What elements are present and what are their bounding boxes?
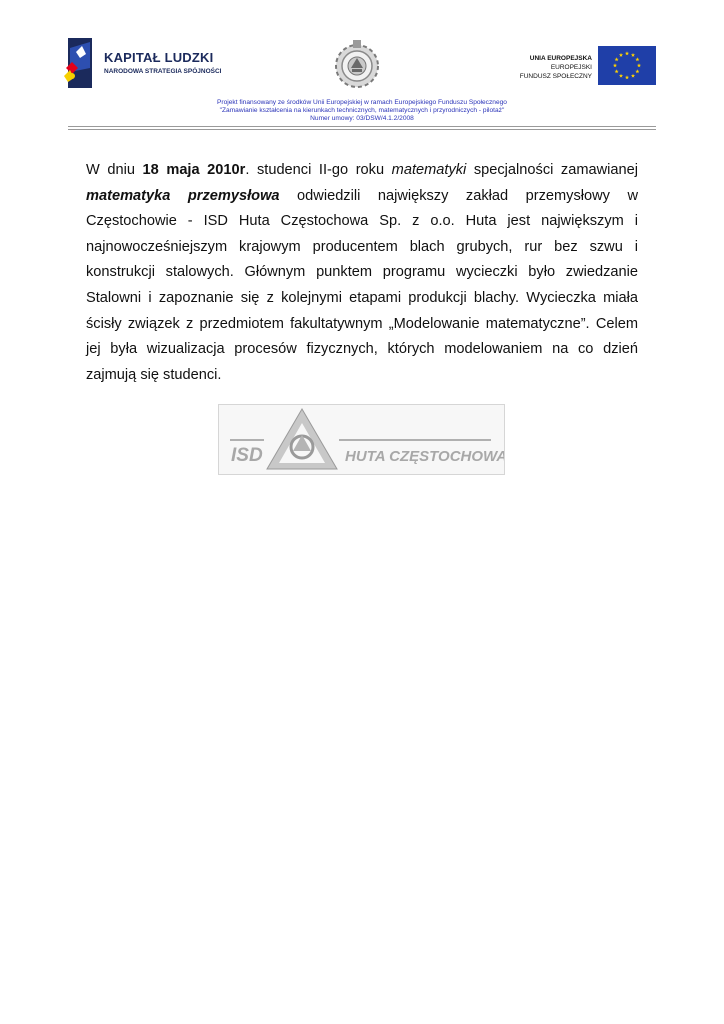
gear-emblem-icon	[332, 38, 382, 92]
kapital-ludzki-title: KAPITAŁ LUDZKI	[104, 50, 214, 65]
field-of-study: matematyki	[391, 162, 467, 178]
text-segment: odwiedzili największy zakład przemysłowy w Częstochowie - ISD Huta Częstochowa Sp. z o.o. Huta jest największym i najnowocześniejszym krajowym producentem blach grubych, rur bez szwu i konstrukcji stalowych. Głównym punktem programu wycieczki było zwiedzanie Stalowni i zapoznanie się z kolejnymi etapami produkcji blachy. Wycieczka miała ścisły związek z przedmiotem fakultatywnym „Modelowanie matematyczne”. Celem jej była wizualizacja procesów fizycznych, których modelowaniem na co dzień zajmują się studenci.	[86, 187, 639, 383]
kapital-ludzki-emblem-icon	[64, 38, 100, 90]
specialty-name: matematyka przemysłowa	[86, 187, 280, 204]
text-segment: specjalności zamawianej	[466, 162, 638, 178]
document-header	[0, 0, 724, 135]
main-text	[86, 158, 638, 388]
visit-date: 18 maja 2010r	[142, 162, 246, 178]
kapital-ludzki-subtitle: NARODOWA STRATEGIA SPÓJNOŚCI	[104, 68, 222, 75]
kapital-ludzki-logo	[64, 38, 234, 92]
eu-text-line2: EUROPEJSKI	[550, 64, 592, 71]
project-info-line1: Projekt finansowany ze środków Unii Europejskiej w ramach Europejskiego Funduszu Społecznego	[217, 99, 507, 106]
project-info-line2: "Zamawianie kształcenia na kierunkach technicznych, matematycznych i przyrodniczych - pilotaż"	[219, 107, 505, 115]
isd-logo-right-text: HUTA CZĘSTOCHOWA	[345, 448, 504, 465]
project-info	[0, 99, 724, 124]
body-paragraph	[86, 158, 638, 388]
isd-huta-logo	[218, 404, 505, 475]
university-logo	[332, 38, 382, 92]
text-segment: . studenci II-go roku	[245, 162, 392, 178]
header-divider	[68, 126, 656, 127]
isd-huta-logo-graphic	[219, 405, 504, 474]
project-info-line3: Numer umowy: 03/DSW/4.1.2/2008	[310, 115, 414, 123]
text-segment: W dniu	[86, 162, 143, 178]
header-divider-secondary	[68, 129, 656, 130]
eu-logo-block	[490, 46, 660, 88]
isd-logo-left-text: ISD	[231, 445, 263, 466]
eu-text-line3: FUNDUSZ SPOŁECZNY	[519, 73, 592, 80]
eu-text	[520, 54, 592, 81]
eu-text-line1: UNIA EUROPEJSKA	[529, 55, 592, 62]
eu-flag-icon	[598, 46, 656, 85]
